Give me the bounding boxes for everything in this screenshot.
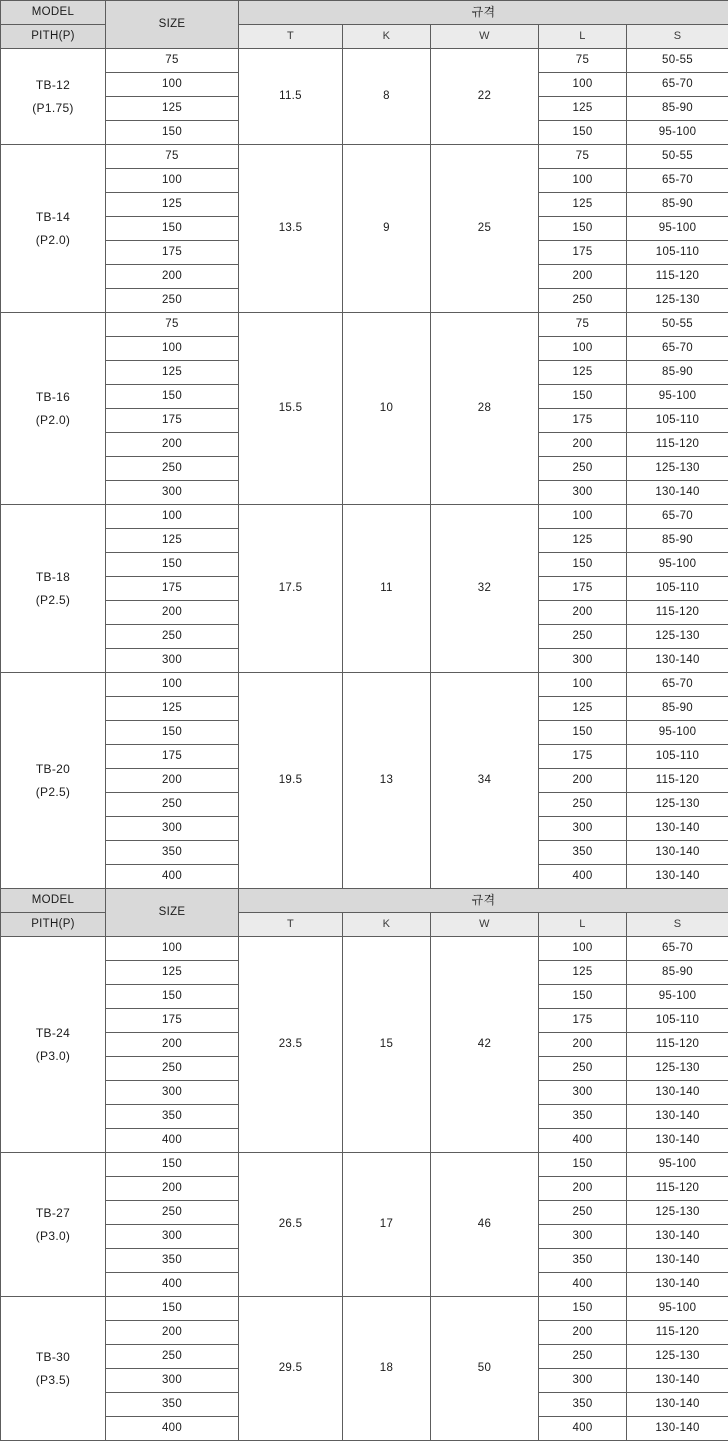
cell-s: 105-110	[627, 409, 728, 433]
cell-size: 400	[106, 1417, 239, 1441]
cell-l: 350	[539, 841, 627, 865]
cell-w: 28	[431, 313, 539, 505]
cell-l: 200	[539, 1177, 627, 1201]
table-row	[1, 1297, 728, 1321]
cell-size: 175	[106, 1009, 239, 1033]
cell-s: 130-140	[627, 481, 728, 505]
cell-w: 34	[431, 673, 539, 889]
model-pitch: (P2.5)	[1, 589, 105, 612]
cell-l: 175	[539, 241, 627, 265]
cell-s: 85-90	[627, 961, 728, 985]
header-spec: 규격	[239, 1, 728, 25]
cell-size: 150	[106, 121, 239, 145]
cell-s: 95-100	[627, 385, 728, 409]
cell-size: 300	[106, 481, 239, 505]
cell-l: 350	[539, 1105, 627, 1129]
cell-w: 50	[431, 1297, 539, 1441]
model-name: TB-14	[1, 206, 105, 229]
cell-l: 200	[539, 433, 627, 457]
model-cell	[1, 937, 106, 1153]
cell-l: 250	[539, 289, 627, 313]
cell-size: 300	[106, 1369, 239, 1393]
header-size: SIZE	[106, 889, 239, 937]
cell-k: 9	[343, 145, 431, 313]
cell-l: 250	[539, 1201, 627, 1225]
cell-s: 130-140	[627, 1369, 728, 1393]
cell-s: 105-110	[627, 745, 728, 769]
cell-l: 400	[539, 1273, 627, 1297]
cell-l: 250	[539, 457, 627, 481]
cell-s: 50-55	[627, 313, 728, 337]
cell-s: 130-140	[627, 1417, 728, 1441]
cell-s: 85-90	[627, 97, 728, 121]
model-name: TB-18	[1, 566, 105, 589]
cell-size: 250	[106, 1057, 239, 1081]
cell-s: 125-130	[627, 1201, 728, 1225]
cell-s: 50-55	[627, 145, 728, 169]
model-cell	[1, 145, 106, 313]
cell-s: 115-120	[627, 1033, 728, 1057]
header-pitch: PITH(P)	[1, 913, 106, 937]
cell-size: 200	[106, 1177, 239, 1201]
cell-s: 115-120	[627, 601, 728, 625]
cell-w: 42	[431, 937, 539, 1153]
header-spec: 규격	[239, 889, 728, 913]
cell-s: 85-90	[627, 193, 728, 217]
cell-l: 150	[539, 217, 627, 241]
cell-w: 46	[431, 1153, 539, 1297]
cell-size: 350	[106, 841, 239, 865]
model-cell	[1, 1153, 106, 1297]
cell-size: 175	[106, 409, 239, 433]
cell-s: 85-90	[627, 361, 728, 385]
cell-size: 350	[106, 1105, 239, 1129]
cell-l: 300	[539, 649, 627, 673]
cell-size: 350	[106, 1249, 239, 1273]
table-row	[1, 505, 728, 529]
cell-l: 300	[539, 1081, 627, 1105]
table-header-row-top	[1, 889, 728, 913]
header-model: MODEL	[1, 889, 106, 913]
model-name: TB-16	[1, 386, 105, 409]
cell-size: 250	[106, 289, 239, 313]
header-model: MODEL	[1, 1, 106, 25]
cell-l: 175	[539, 409, 627, 433]
cell-size: 150	[106, 721, 239, 745]
model-cell	[1, 505, 106, 673]
cell-size: 125	[106, 961, 239, 985]
cell-l: 125	[539, 961, 627, 985]
cell-size: 125	[106, 529, 239, 553]
cell-l: 100	[539, 673, 627, 697]
cell-size: 175	[106, 241, 239, 265]
cell-size: 150	[106, 553, 239, 577]
cell-l: 250	[539, 1057, 627, 1081]
cell-s: 130-140	[627, 649, 728, 673]
cell-s: 65-70	[627, 337, 728, 361]
cell-l: 300	[539, 817, 627, 841]
cell-k: 10	[343, 313, 431, 505]
cell-l: 100	[539, 73, 627, 97]
cell-s: 85-90	[627, 529, 728, 553]
cell-size: 100	[106, 505, 239, 529]
model-cell	[1, 49, 106, 145]
cell-size: 100	[106, 937, 239, 961]
cell-size: 300	[106, 1225, 239, 1249]
cell-s: 115-120	[627, 265, 728, 289]
cell-size: 300	[106, 649, 239, 673]
cell-s: 65-70	[627, 937, 728, 961]
cell-size: 300	[106, 817, 239, 841]
cell-size: 250	[106, 457, 239, 481]
cell-l: 300	[539, 1369, 627, 1393]
cell-s: 130-140	[627, 1105, 728, 1129]
table-row	[1, 937, 728, 961]
cell-s: 50-55	[627, 49, 728, 73]
table-row	[1, 49, 728, 73]
cell-size: 300	[106, 1081, 239, 1105]
cell-s: 105-110	[627, 1009, 728, 1033]
cell-t: 11.5	[239, 49, 343, 145]
cell-s: 130-140	[627, 1249, 728, 1273]
cell-k: 8	[343, 49, 431, 145]
cell-size: 75	[106, 145, 239, 169]
cell-w: 22	[431, 49, 539, 145]
cell-s: 65-70	[627, 505, 728, 529]
cell-t: 19.5	[239, 673, 343, 889]
cell-l: 200	[539, 1321, 627, 1345]
cell-size: 400	[106, 865, 239, 889]
cell-l: 400	[539, 1417, 627, 1441]
header-l: L	[539, 25, 627, 49]
header-pitch: PITH(P)	[1, 25, 106, 49]
cell-size: 200	[106, 769, 239, 793]
cell-size: 150	[106, 985, 239, 1009]
cell-l: 200	[539, 265, 627, 289]
cell-size: 150	[106, 1153, 239, 1177]
model-cell	[1, 673, 106, 889]
cell-l: 150	[539, 1297, 627, 1321]
cell-k: 13	[343, 673, 431, 889]
cell-s: 125-130	[627, 625, 728, 649]
cell-size: 100	[106, 73, 239, 97]
cell-s: 125-130	[627, 457, 728, 481]
cell-l: 200	[539, 601, 627, 625]
cell-s: 95-100	[627, 217, 728, 241]
cell-s: 125-130	[627, 289, 728, 313]
cell-size: 400	[106, 1129, 239, 1153]
model-pitch: (P3.0)	[1, 1225, 105, 1248]
header-w: W	[431, 25, 539, 49]
cell-s: 115-120	[627, 1177, 728, 1201]
cell-size: 175	[106, 577, 239, 601]
cell-size: 200	[106, 265, 239, 289]
cell-l: 150	[539, 721, 627, 745]
header-t: T	[239, 913, 343, 937]
cell-l: 125	[539, 697, 627, 721]
cell-s: 130-140	[627, 1273, 728, 1297]
model-pitch: (P2.5)	[1, 781, 105, 804]
cell-k: 18	[343, 1297, 431, 1441]
cell-k: 11	[343, 505, 431, 673]
cell-l: 100	[539, 337, 627, 361]
cell-size: 75	[106, 49, 239, 73]
cell-size: 150	[106, 1297, 239, 1321]
cell-size: 250	[106, 1345, 239, 1369]
cell-size: 200	[106, 1033, 239, 1057]
cell-l: 200	[539, 1033, 627, 1057]
cell-size: 125	[106, 697, 239, 721]
cell-s: 130-140	[627, 1225, 728, 1249]
cell-t: 26.5	[239, 1153, 343, 1297]
cell-l: 250	[539, 793, 627, 817]
cell-t: 17.5	[239, 505, 343, 673]
cell-size: 250	[106, 625, 239, 649]
model-name: TB-20	[1, 758, 105, 781]
cell-l: 350	[539, 1393, 627, 1417]
cell-l: 150	[539, 985, 627, 1009]
cell-s: 125-130	[627, 793, 728, 817]
cell-l: 100	[539, 169, 627, 193]
header-s: S	[627, 25, 728, 49]
cell-s: 95-100	[627, 553, 728, 577]
cell-size: 100	[106, 673, 239, 697]
cell-l: 175	[539, 745, 627, 769]
cell-l: 400	[539, 865, 627, 889]
cell-size: 250	[106, 1201, 239, 1225]
model-cell	[1, 1297, 106, 1441]
cell-size: 200	[106, 601, 239, 625]
cell-l: 175	[539, 577, 627, 601]
cell-k: 17	[343, 1153, 431, 1297]
cell-s: 130-140	[627, 1129, 728, 1153]
model-cell	[1, 313, 106, 505]
cell-s: 130-140	[627, 817, 728, 841]
cell-s: 130-140	[627, 1393, 728, 1417]
cell-l: 150	[539, 553, 627, 577]
table-row	[1, 673, 728, 697]
model-pitch: (P1.75)	[1, 97, 105, 120]
header-size: SIZE	[106, 1, 239, 49]
cell-s: 95-100	[627, 1153, 728, 1177]
cell-t: 15.5	[239, 313, 343, 505]
cell-s: 125-130	[627, 1057, 728, 1081]
cell-t: 23.5	[239, 937, 343, 1153]
cell-s: 115-120	[627, 1321, 728, 1345]
table-row	[1, 1153, 728, 1177]
cell-size: 75	[106, 313, 239, 337]
cell-l: 100	[539, 505, 627, 529]
cell-l: 125	[539, 193, 627, 217]
cell-s: 115-120	[627, 769, 728, 793]
cell-s: 65-70	[627, 73, 728, 97]
cell-s: 65-70	[627, 169, 728, 193]
cell-l: 125	[539, 97, 627, 121]
cell-size: 100	[106, 169, 239, 193]
cell-s: 125-130	[627, 1345, 728, 1369]
cell-s: 85-90	[627, 697, 728, 721]
cell-s: 105-110	[627, 241, 728, 265]
model-name: TB-27	[1, 1202, 105, 1225]
cell-l: 75	[539, 313, 627, 337]
cell-size: 350	[106, 1393, 239, 1417]
cell-s: 130-140	[627, 1081, 728, 1105]
cell-l: 150	[539, 1153, 627, 1177]
cell-size: 125	[106, 97, 239, 121]
cell-w: 25	[431, 145, 539, 313]
cell-size: 200	[106, 1321, 239, 1345]
model-pitch: (P3.5)	[1, 1369, 105, 1392]
cell-w: 32	[431, 505, 539, 673]
cell-s: 105-110	[627, 577, 728, 601]
cell-l: 200	[539, 769, 627, 793]
cell-l: 125	[539, 529, 627, 553]
cell-size: 150	[106, 385, 239, 409]
cell-s: 95-100	[627, 121, 728, 145]
cell-s: 130-140	[627, 841, 728, 865]
header-k: K	[343, 25, 431, 49]
cell-s: 115-120	[627, 433, 728, 457]
cell-size: 250	[106, 793, 239, 817]
cell-size: 200	[106, 433, 239, 457]
cell-s: 95-100	[627, 1297, 728, 1321]
header-k: K	[343, 913, 431, 937]
cell-size: 100	[106, 337, 239, 361]
cell-l: 175	[539, 1009, 627, 1033]
model-pitch: (P2.0)	[1, 409, 105, 432]
cell-size: 400	[106, 1273, 239, 1297]
table-row	[1, 313, 728, 337]
header-t: T	[239, 25, 343, 49]
cell-l: 100	[539, 937, 627, 961]
cell-size: 125	[106, 193, 239, 217]
cell-k: 15	[343, 937, 431, 1153]
model-name: TB-30	[1, 1346, 105, 1369]
model-pitch: (P2.0)	[1, 229, 105, 252]
cell-t: 13.5	[239, 145, 343, 313]
header-s: S	[627, 913, 728, 937]
cell-l: 400	[539, 1129, 627, 1153]
cell-s: 130-140	[627, 865, 728, 889]
model-pitch: (P3.0)	[1, 1045, 105, 1068]
cell-l: 250	[539, 625, 627, 649]
cell-size: 150	[106, 217, 239, 241]
table-row	[1, 145, 728, 169]
cell-l: 125	[539, 361, 627, 385]
cell-s: 95-100	[627, 985, 728, 1009]
model-name: TB-24	[1, 1022, 105, 1045]
cell-t: 29.5	[239, 1297, 343, 1441]
header-l: L	[539, 913, 627, 937]
cell-size: 175	[106, 745, 239, 769]
header-w: W	[431, 913, 539, 937]
cell-l: 300	[539, 1225, 627, 1249]
cell-l: 350	[539, 1249, 627, 1273]
cell-s: 65-70	[627, 673, 728, 697]
cell-s: 95-100	[627, 721, 728, 745]
cell-l: 75	[539, 49, 627, 73]
model-name: TB-12	[1, 74, 105, 97]
cell-l: 150	[539, 121, 627, 145]
cell-size: 125	[106, 361, 239, 385]
cell-l: 300	[539, 481, 627, 505]
table-header-row-top	[1, 1, 728, 25]
cell-l: 150	[539, 385, 627, 409]
cell-l: 250	[539, 1345, 627, 1369]
cell-l: 75	[539, 145, 627, 169]
